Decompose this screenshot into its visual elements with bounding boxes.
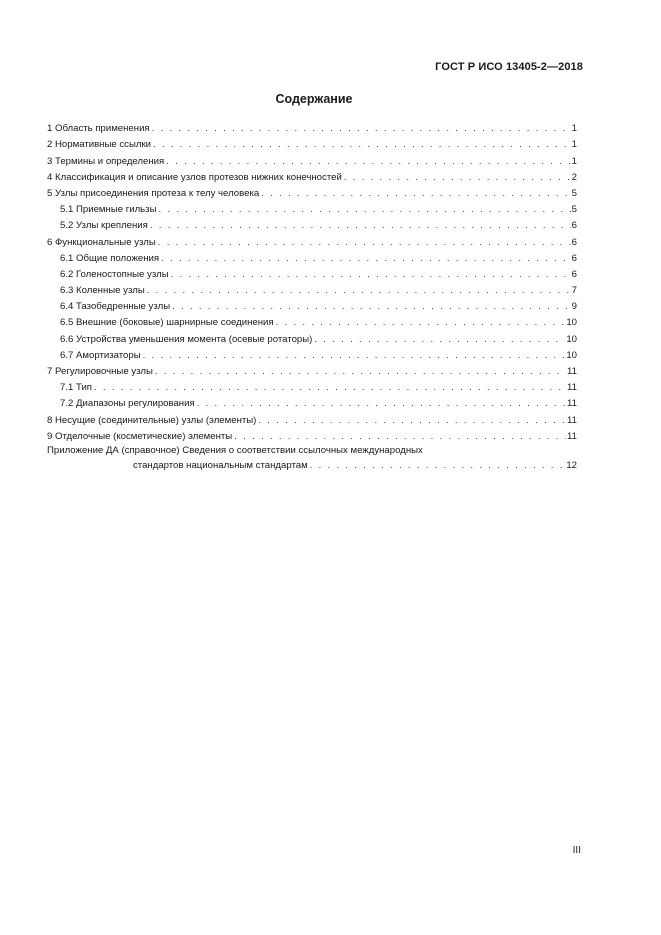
toc-entry-page: 2 [571,171,577,183]
annex-title-line-2: стандартов национальным стандартам [133,459,308,471]
toc-entry-label: 5.2 Узлы крепления [60,220,148,232]
toc-entry-6-3[interactable] [47,281,577,297]
toc-entry-page: 11 [567,398,577,410]
toc-entry-label: 9 Отделочные (косметические) элементы [47,430,233,442]
toc-entry-6-6[interactable] [47,329,577,345]
dot-leader [155,365,566,378]
toc-entry-page: 6 [571,268,577,280]
toc-entry-page: 10 [566,333,577,345]
annex-title-line-2-row [47,458,577,472]
toc-entry-8[interactable] [47,410,577,426]
toc-entry-label: 6.3 Коленные узлы [60,285,145,297]
toc-entry-page: 10 [566,317,577,329]
toc-entry-label: 6.4 Тазобедренные узлы [60,301,171,313]
dot-leader [161,252,571,265]
toc-entry-6-7[interactable] [47,346,577,362]
dot-leader [171,268,571,281]
dot-leader [147,284,571,297]
toc-entry-7[interactable] [47,362,577,378]
page-number: III [572,845,581,856]
toc-entry-page: 11 [567,366,577,377]
dot-leader [261,187,570,200]
toc-entry-page: 6 [571,220,577,232]
dot-leader [150,219,571,232]
dot-leader [314,333,565,346]
toc-entry-1[interactable] [47,119,577,135]
toc-entry-page: 5 [571,187,577,199]
toc-entry-3[interactable] [47,151,577,167]
table-of-contents [47,119,577,472]
dot-leader [143,349,566,362]
dot-leader [94,381,566,394]
toc-entry-label: 5 Узлы присоединения протеза к телу человека [47,187,260,199]
toc-entry-label: 6.7 Амортизаторы [60,349,141,361]
toc-entry-page: 9 [571,301,577,313]
dot-leader [172,300,571,313]
toc-entry-label: 6.6 Устройства уменьшения момента (осевые ротаторы) [60,333,313,345]
toc-entry-annex-da[interactable] [47,444,577,472]
dot-leader [158,203,570,216]
toc-entry-5-2[interactable] [47,216,577,232]
toc-entry-page: 11 [567,414,577,426]
toc-entry-label: 1 Область применения [47,123,150,135]
toc-entry-5-1[interactable] [47,200,577,216]
toc-entry-page: 12 [566,459,577,471]
toc-entry-page: 1 [571,123,577,135]
toc-entry-label: 4 Классификация и описание узлов протезов нижних конечностей [47,171,342,183]
toc-entry-label: 7.1 Тип [60,382,92,394]
toc-entry-label: 6.1 Общие положения [60,252,160,264]
toc-entry-label: 6.2 Голеностопные узлы [60,268,169,280]
document-designation: ГОСТ Р ИСО 13405-2—2018 [435,61,583,73]
toc-entry-page: 5 [571,204,577,216]
toc-entry-page: 10 [566,349,577,361]
toc-entry-7-2[interactable] [47,394,577,410]
toc-entry-5[interactable] [47,184,577,200]
dot-leader [234,430,566,443]
toc-entry-label: 7.2 Диапазоны регулирования [60,398,195,410]
toc-entry-6[interactable] [47,232,577,248]
toc-entry-page: 6 [571,252,577,264]
toc-entry-label: 8 Несущие (соединительные) узлы (элементы) [47,414,257,426]
dot-leader [310,459,566,472]
dot-leader [276,316,566,329]
dot-leader [158,236,571,249]
dot-leader [153,138,571,151]
toc-entry-2[interactable] [47,135,577,151]
dot-leader [344,171,571,184]
toc-entry-6-5[interactable] [47,313,577,329]
toc-entry-6-2[interactable] [47,265,577,281]
toc-entry-label: 6 Функциональные узлы [47,236,156,248]
dot-leader [166,155,570,168]
toc-entry-page: 7 [571,285,577,297]
toc-entry-label: 6.5 Внешние (боковые) шарнирные соединения [60,317,274,329]
dot-leader [258,414,566,427]
toc-entry-6-4[interactable] [47,297,577,313]
toc-entry-label: 3 Термины и определения [47,155,165,167]
toc-entry-label: 7 Регулировочные узлы [47,366,153,377]
dot-leader [197,397,566,410]
toc-entry-page: 1 [571,155,577,167]
toc-entry-page: 11 [567,430,577,442]
annex-title-line-1: Приложение ДА (справочное) Сведения о соответствии ссылочных международных [47,444,423,456]
toc-entry-page: 11 [567,382,577,394]
toc-entry-7-1[interactable] [47,378,577,394]
toc-entry-4[interactable] [47,168,577,184]
toc-entry-6-1[interactable] [47,249,577,265]
dot-leader [152,122,571,135]
toc-title: Содержание [275,92,353,106]
toc-entry-label: 5.1 Приемные гильзы [60,204,157,216]
toc-entry-9[interactable] [47,427,577,443]
toc-entry-page: 1 [571,139,577,151]
toc-entry-page: 6 [571,236,577,248]
toc-entry-label: 2 Нормативные ссылки [47,139,152,151]
